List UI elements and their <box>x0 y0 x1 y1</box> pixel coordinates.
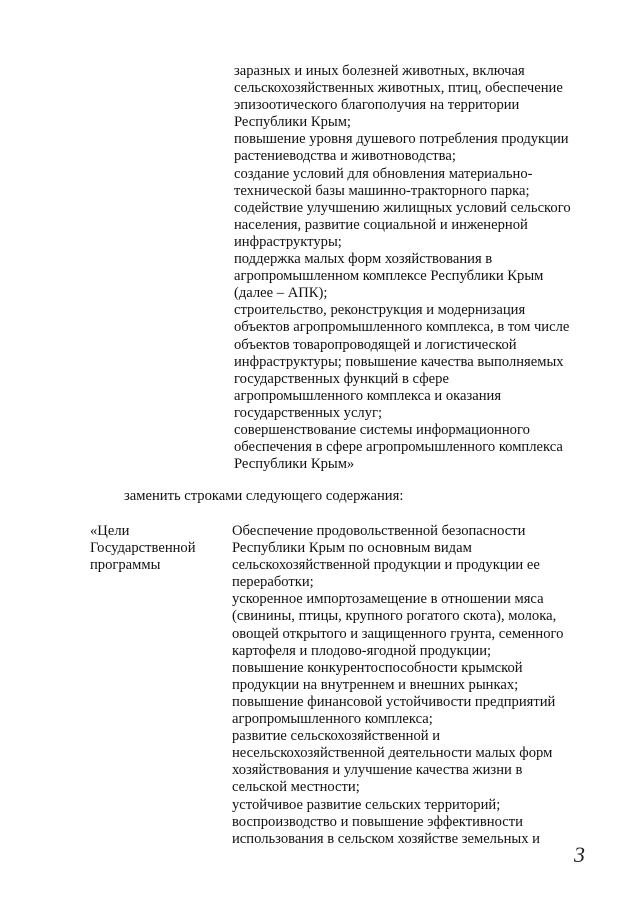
text-line: Республики Крым» <box>234 456 355 473</box>
text-line: (далее – АПК); <box>234 285 328 302</box>
text-line: овощей открытого и защищенного грунта, семенного <box>232 625 564 642</box>
text-line: воспроизводство и повышение эффективности <box>232 813 523 830</box>
text-line: сельской местности; <box>232 779 360 796</box>
goals-label <box>90 523 230 574</box>
previous-goals-text <box>234 63 594 473</box>
text-line: продукции на внутреннем и внешних рынках; <box>232 676 519 693</box>
text-line: использования в сельском хозяйстве земельных и <box>232 830 540 847</box>
text-line: растениеводства и животноводства; <box>234 148 456 165</box>
replacement-intro: заменить строками следующего содержания: <box>124 488 404 504</box>
text-line: заразных и иных болезней животных, включая <box>234 63 525 79</box>
text-line: хозяйствования и улучшение качества жизни в <box>232 762 523 779</box>
text-line: поддержка малых форм хозяйствования в <box>234 251 493 268</box>
label-line: программы <box>90 557 161 574</box>
text-line: технической базы машинно-тракторного парка; <box>234 182 530 199</box>
text-line: создание условий для обновления материально- <box>234 165 533 182</box>
text-line: Республики Крым по основным видам <box>232 540 472 557</box>
text-line: агропромышленном комплексе Республики Крым <box>234 268 544 285</box>
label-line: «Цели <box>90 523 130 539</box>
text-line: обеспечения в сфере агропромышленного комплекса <box>234 439 563 456</box>
text-line: повышение финансовой устойчивости предприятий <box>232 693 556 710</box>
text-line: агропромышленного комплекса и оказания <box>234 387 502 404</box>
text-line: объектов агропромышленного комплекса, в том числе <box>234 319 570 336</box>
text-line: развитие сельскохозяйственной и <box>232 728 441 745</box>
text-line: переработки; <box>232 574 314 591</box>
text-line: повышение конкурентоспособности крымской <box>232 659 523 676</box>
text-line: Республики Крым; <box>234 114 351 131</box>
text-line: ускоренное импортозамещение в отношении мяса <box>232 591 544 608</box>
text-line: эпизоотического благополучия на территории <box>234 97 520 114</box>
page-number: 3 <box>574 842 585 867</box>
text-line: картофеля и плодово-ягодной продукции; <box>232 642 492 659</box>
text-line: населения, развитие социальной и инженерной <box>234 216 528 233</box>
text-line: повышение уровня душевого потребления продукции <box>234 131 569 148</box>
text-line: несельскохозяйственной деятельности малых форм <box>232 745 553 762</box>
text-line: государственных функций в сфере <box>234 370 449 387</box>
text-line: содействие улучшению жилищных условий сельского <box>234 199 571 216</box>
text-line: государственных услуг; <box>234 404 383 421</box>
text-line: Обеспечение продовольственной безопасности <box>232 523 526 539</box>
text-line: сельскохозяйственных животных, птиц, обеспечение <box>234 80 563 97</box>
text-line: объектов товаропроводящей и логистической <box>234 336 517 353</box>
goals-content <box>232 523 602 848</box>
text-line: инфраструктуры; повышение качества выполняемых <box>234 353 564 370</box>
text-line: сельскохозяйственной продукции и продукции ее <box>232 557 540 574</box>
text-line: устойчивое развитие сельских территорий; <box>232 796 501 813</box>
text-line: совершенствование системы информационного <box>234 421 530 438</box>
label-line: Государственной <box>90 540 196 557</box>
text-line: инфраструктуры; <box>234 233 342 250</box>
text-line: (свинины, птицы, крупного рогатого скота), молока, <box>232 608 557 625</box>
text-line: агропромышленного комплекса; <box>232 711 433 728</box>
text-line: строительство, реконструкция и модернизация <box>234 302 526 319</box>
